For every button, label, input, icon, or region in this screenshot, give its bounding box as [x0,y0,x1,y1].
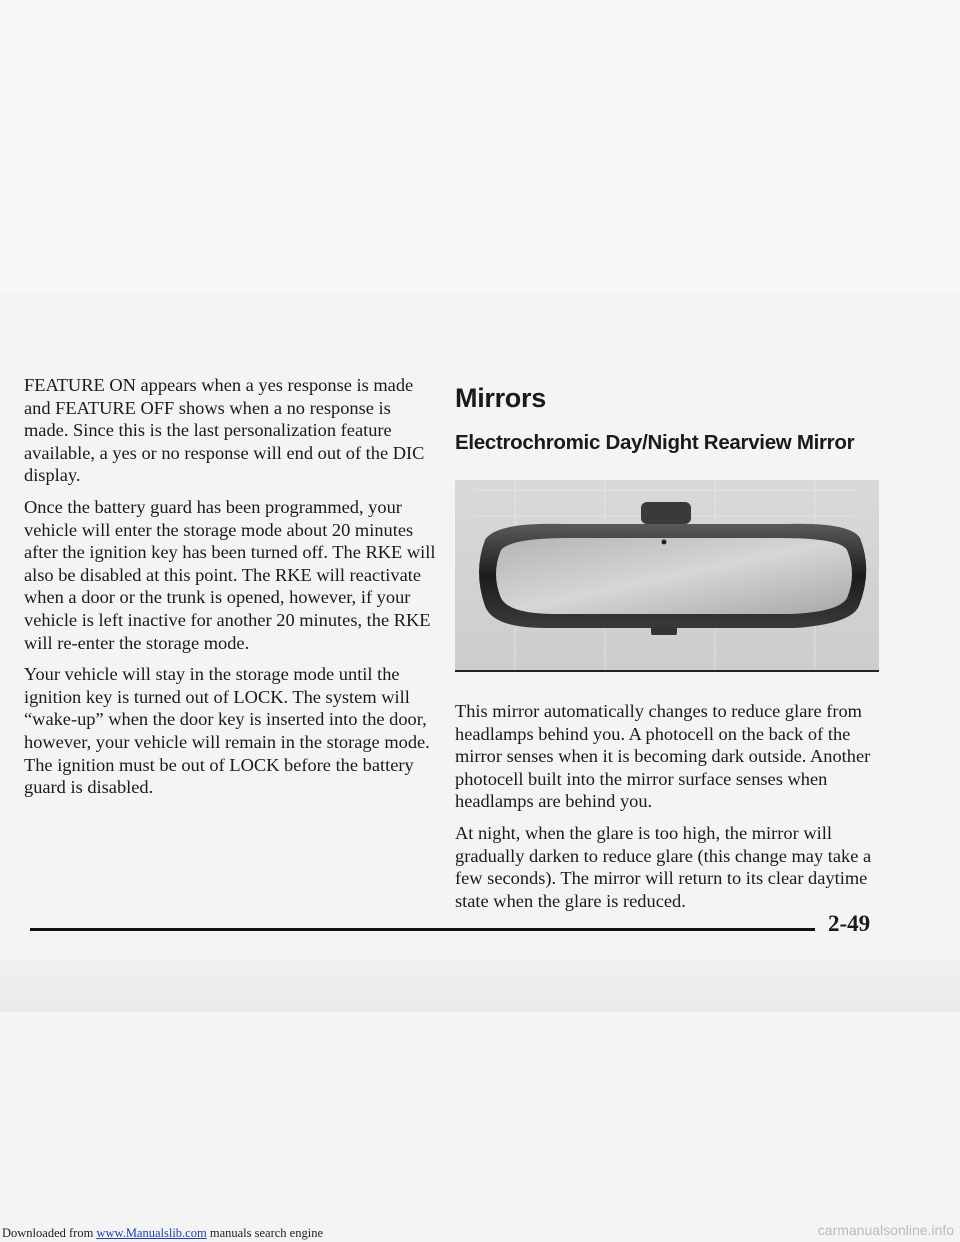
rearview-mirror-illustration [455,480,879,670]
bottom-band [0,960,960,1012]
paragraph-feature-on: FEATURE ON appears when a yes response is made and FEATURE OFF shows when a no response is made. Since this is the last personalization feature available, a yes or no response will end out of the DIC display. [24,375,425,486]
right-column [455,374,895,921]
paragraph-battery-guard: Once the battery guard has been programmed, your vehicle will enter the storage mode about 20 minutes after the ignition key has been turned off. The RKE will also be disabled at this point. The RKE will reactivate when a door or the trunk is opened, however, if your vehicle is left inactive for another 20 minutes, the RKE will re-enter the storage mode. [24,496,436,653]
mirror-glass [496,538,852,614]
paragraph-mirror-photocell: This mirror automatically changes to reduce glare from headlamps behind you. A photocell on the back of the mirror senses when it is becoming dark outside. Another photocell built into the mirror surface senses when headlamps are behind you. [455,701,871,812]
download-suffix: manuals search engine [206,1226,323,1240]
download-prefix: Downloaded from [2,1226,97,1240]
watermark: carmanualsonline.info [817,1222,954,1238]
page-number: 2-49 [828,911,871,936]
manualslib-link[interactable]: www.Manualslib.com [96,1226,207,1240]
footer-rule [30,928,815,931]
mirror-mount [641,502,691,524]
section-title: Mirrors [455,383,546,413]
download-bar [0,1224,960,1242]
left-column [24,374,436,808]
subsection-title: Electrochromic Day/Night Rearview Mirror [455,431,855,454]
paragraph-storage-mode: Your vehicle will stay in the storage mode until the ignition key is turned out of LOCK. The system will “wake-up” when the door key is inserted into the door, however, your vehicle will remain in the storage mode. The ignition must be out of LOCK before the battery guard is disabled. [24,664,430,798]
photocell-icon [662,540,667,545]
paragraph-mirror-night: At night, when the glare is too high, the mirror will gradually darken to reduce glare (this change may take a few seconds). The mirror will return to its clear daytime state when the glare is reduced. [455,822,872,911]
top-blank-area [0,0,960,292]
mirror-figure [455,480,879,672]
